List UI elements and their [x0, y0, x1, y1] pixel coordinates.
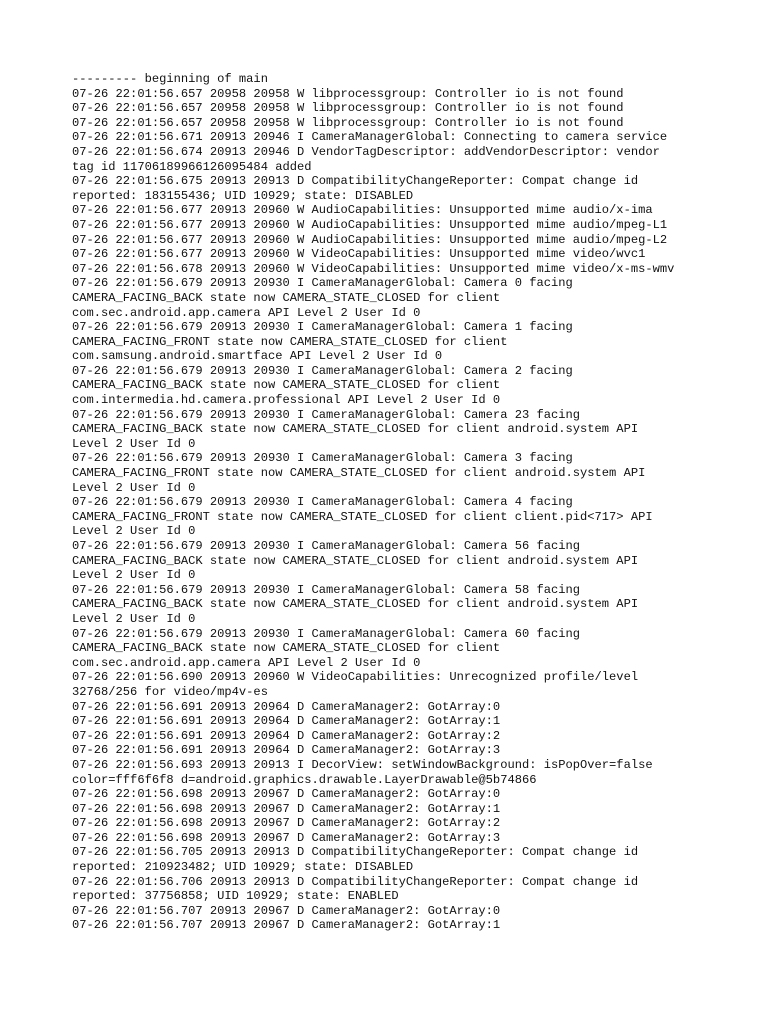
- log-line: reported: 37756858; UID 10929; state: ENABLED: [72, 889, 399, 904]
- log-line: 07-26 22:01:56.677 20913 20960 W VideoCapabilities: Unsupported mime video/wvc1: [72, 247, 646, 262]
- log-line: com.intermedia.hd.camera.professional API Level 2 User Id 0: [72, 393, 501, 408]
- log-line: 07-26 22:01:56.679 20913 20930 I CameraManagerGlobal: Camera 60 facing: [72, 626, 581, 641]
- log-line: CAMERA_FACING_BACK state now CAMERA_STATE_CLOSED for client android.system API: [72, 597, 639, 612]
- log-line: 07-26 22:01:56.677 20913 20960 W AudioCapabilities: Unsupported mime audio/mpeg-L1: [72, 217, 668, 232]
- log-line: 07-26 22:01:56.677 20913 20960 W AudioCapabilities: Unsupported mime audio/mpeg-L2: [72, 232, 668, 247]
- log-line: Level 2 User Id 0: [72, 524, 196, 539]
- log-line: 07-26 22:01:56.657 20958 20958 W libprocessgroup: Controller io is not found: [72, 86, 624, 101]
- log-line: 07-26 22:01:56.679 20913 20930 I CameraManagerGlobal: Camera 23 facing: [72, 407, 581, 422]
- log-line: 07-26 22:01:56.691 20913 20964 D CameraManager2: GotArray:0: [72, 699, 501, 714]
- log-line: reported: 210923482; UID 10929; state: DISABLED: [72, 860, 414, 875]
- log-line: tag id 11706189966126095484 added: [72, 159, 312, 174]
- log-line: Level 2 User Id 0: [72, 611, 196, 626]
- log-line: CAMERA_FACING_BACK state now CAMERA_STATE_CLOSED for client: [72, 378, 501, 393]
- log-line: 07-26 22:01:56.679 20913 20930 I CameraManagerGlobal: Camera 1 facing: [72, 320, 573, 335]
- log-line: 07-26 22:01:56.707 20913 20967 D CameraManager2: GotArray:1: [72, 918, 501, 933]
- log-line: 07-26 22:01:56.691 20913 20964 D CameraManager2: GotArray:1: [72, 714, 501, 729]
- log-line: 07-26 22:01:56.691 20913 20964 D CameraManager2: GotArray:3: [72, 743, 501, 758]
- log-line: reported: 183155436; UID 10929; state: DISABLED: [72, 188, 414, 203]
- log-line: CAMERA_FACING_BACK state now CAMERA_STATE_CLOSED for client: [72, 290, 501, 305]
- log-line: 07-26 22:01:56.678 20913 20960 W VideoCapabilities: Unsupported mime video/x-ms-wmv: [72, 261, 675, 276]
- log-line: 07-26 22:01:56.698 20913 20967 D CameraManager2: GotArray:3: [72, 830, 501, 845]
- log-line: 07-26 22:01:56.690 20913 20960 W VideoCapabilities: Unrecognized profile/level: [72, 670, 639, 685]
- log-line: CAMERA_FACING_BACK state now CAMERA_STATE_CLOSED for client android.system API: [72, 422, 639, 437]
- log-line: 07-26 22:01:56.693 20913 20913 I DecorView: setWindowBackground: isPopOver=false: [72, 757, 653, 772]
- log-line: 07-26 22:01:56.674 20913 20946 D VendorTagDescriptor: addVendorDescriptor: vendor: [72, 144, 660, 159]
- log-document: [72, 72, 712, 933]
- log-line: 07-26 22:01:56.707 20913 20967 D CameraManager2: GotArray:0: [72, 903, 501, 918]
- log-line: 07-26 22:01:56.657 20958 20958 W libprocessgroup: Controller io is not found: [72, 115, 624, 130]
- log-line: 07-26 22:01:56.679 20913 20930 I CameraManagerGlobal: Camera 56 facing: [72, 539, 581, 553]
- log-line: Level 2 User Id 0: [72, 568, 196, 583]
- log-line: 07-26 22:01:56.679 20913 20930 I CameraManagerGlobal: Camera 4 facing: [72, 495, 573, 510]
- log-line: CAMERA_FACING_FRONT state now CAMERA_STATE_CLOSED for client client.pid<717> API: [72, 509, 653, 524]
- log-line: com.samsung.android.smartface API Level 2 User Id 0: [72, 349, 443, 364]
- log-line: CAMERA_FACING_FRONT state now CAMERA_STATE_CLOSED for client android.system API: [72, 466, 646, 481]
- log-line: 07-26 22:01:56.679 20913 20930 I CameraManagerGlobal: Camera 3 facing: [72, 451, 573, 466]
- log-header-line: --------- beginning of main: [72, 72, 268, 86]
- log-line: 07-26 22:01:56.705 20913 20913 D CompatibilityChangeReporter: Compat change id: [72, 845, 639, 860]
- log-line: com.sec.android.app.camera API Level 2 User Id 0: [72, 655, 421, 670]
- log-line: 07-26 22:01:56.679 20913 20930 I CameraManagerGlobal: Camera 0 facing: [72, 276, 573, 291]
- log-line: 07-26 22:01:56.698 20913 20967 D CameraManager2: GotArray:2: [72, 816, 501, 831]
- log-line: com.sec.android.app.camera API Level 2 User Id 0: [72, 305, 421, 320]
- log-line: Level 2 User Id 0: [72, 436, 196, 451]
- log-line: 32768/256 for video/mp4v-es: [72, 684, 268, 699]
- log-line: 07-26 22:01:56.679 20913 20930 I CameraManagerGlobal: Camera 58 facing: [72, 582, 581, 597]
- log-line: 07-26 22:01:56.691 20913 20964 D CameraManager2: GotArray:2: [72, 728, 501, 743]
- log-line: Level 2 User Id 0: [72, 480, 196, 495]
- log-line: 07-26 22:01:56.675 20913 20913 D CompatibilityChangeReporter: Compat change id: [72, 174, 639, 189]
- log-line: 07-26 22:01:56.706 20913 20913 D CompatibilityChangeReporter: Compat change id: [72, 874, 639, 889]
- log-line: 07-26 22:01:56.657 20958 20958 W libprocessgroup: Controller io is not found: [72, 101, 624, 116]
- log-line: 07-26 22:01:56.679 20913 20930 I CameraManagerGlobal: Camera 2 facing: [72, 363, 573, 378]
- log-line: CAMERA_FACING_BACK state now CAMERA_STATE_CLOSED for client: [72, 641, 501, 656]
- log-line: color=fff6f6f8 d=android.graphics.drawable.LayerDrawable@5b74866: [72, 772, 537, 787]
- log-line: 07-26 22:01:56.677 20913 20960 W AudioCapabilities: Unsupported mime audio/x-ima: [72, 203, 653, 218]
- log-line: CAMERA_FACING_FRONT state now CAMERA_STATE_CLOSED for client: [72, 334, 508, 349]
- log-line: 07-26 22:01:56.671 20913 20946 I CameraManagerGlobal: Connecting to camera service: [72, 130, 668, 145]
- log-line: 07-26 22:01:56.698 20913 20967 D CameraManager2: GotArray:0: [72, 787, 501, 802]
- log-line: CAMERA_FACING_BACK state now CAMERA_STATE_CLOSED for client android.system API: [72, 553, 639, 568]
- log-line: 07-26 22:01:56.698 20913 20967 D CameraManager2: GotArray:1: [72, 801, 501, 816]
